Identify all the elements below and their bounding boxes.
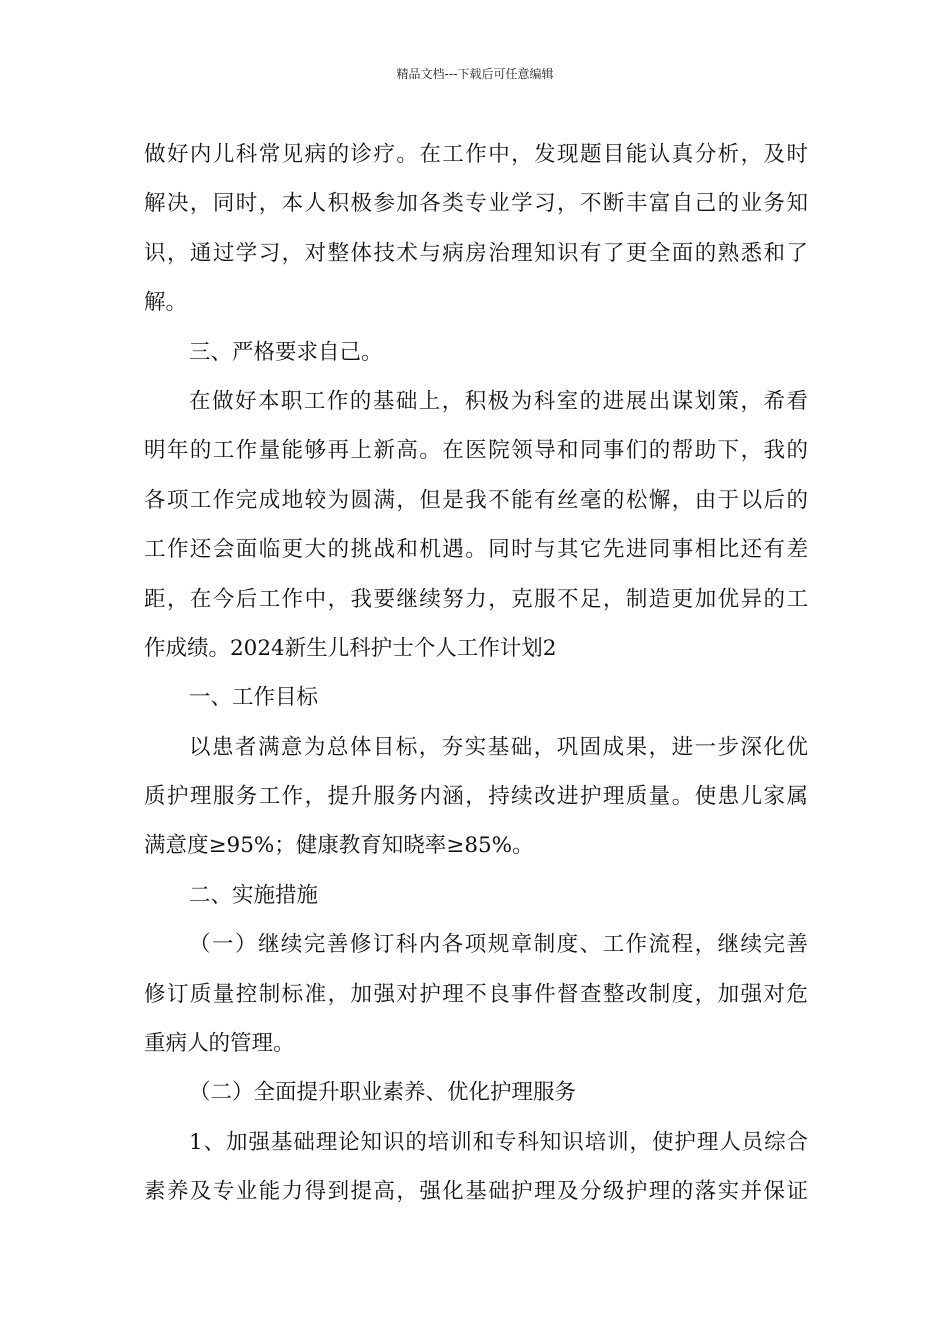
section-heading: 一、工作目标 bbox=[189, 685, 319, 711]
paragraph-line: 各项工作完成地较为圆满，但是我不能有丝毫的松懈，由于以后的 bbox=[144, 487, 808, 513]
section-heading: 二、实施措施 bbox=[189, 882, 319, 908]
paragraph-line: 距，在今后工作中，我要继续努力，克服不足，制造更加优异的工 bbox=[144, 586, 808, 612]
paragraph-line: 解决，同时，本人积极参加各类专业学习，不断丰富自己的业务知 bbox=[144, 191, 808, 217]
paragraph-line: 在做好本职工作的基础上，积极为科室的进展出谋划策，希看 bbox=[189, 388, 808, 414]
paragraph-line: 以患者满意为总体目标，夯实基础，巩固成果，进一步深化优 bbox=[189, 734, 808, 760]
section-heading: 三、严格要求自己。 bbox=[189, 339, 383, 365]
page-header: 精品文档---下载后可任意编辑 bbox=[396, 67, 554, 81]
paragraph-line: 重病人的管理。 bbox=[144, 1031, 295, 1057]
paragraph-line: 识，通过学习，对整体技术与病房治理知识有了更全面的熟悉和了 bbox=[144, 240, 808, 266]
paragraph-line: 1、加强基础理论知识的培训和专科知识培训，使护理人员综合 bbox=[189, 1129, 808, 1155]
paragraph-line: 解。 bbox=[144, 290, 188, 316]
paragraph-line: 修订质量控制标准，加强对护理不良事件督查整改制度，加强对危 bbox=[144, 981, 808, 1007]
paragraph-line: 工作还会面临更大的挑战和机遇。同时与其它先进同事相比还有差 bbox=[144, 537, 808, 563]
paragraph-line: 作成绩。2024新生儿科护士个人工作计划2 bbox=[144, 635, 557, 661]
paragraph-line: （一）继续完善修订科内各项规章制度、工作流程，继续完善 bbox=[189, 932, 808, 958]
subsection-heading: （二）全面提升职业素养、优化护理服务 bbox=[189, 1080, 577, 1106]
paragraph-line: 质护理服务工作，提升服务内涵，持续改进护理质量。使患儿家属 bbox=[144, 784, 808, 810]
paragraph-line: 做好内儿科常见病的诊疗。在工作中，发现题目能认真分析，及时 bbox=[144, 142, 808, 167]
paragraph-line: 素养及专业能力得到提高，强化基础护理及分级护理的落实并保证 bbox=[144, 1179, 808, 1205]
document-body bbox=[144, 130, 808, 1217]
paragraph-line: 明年的工作量能够再上新高。在医院领导和同事们的帮助下，我的 bbox=[144, 438, 808, 464]
paragraph-line: 满意度≥95%；健康教育知晓率≥85%。 bbox=[144, 833, 534, 859]
